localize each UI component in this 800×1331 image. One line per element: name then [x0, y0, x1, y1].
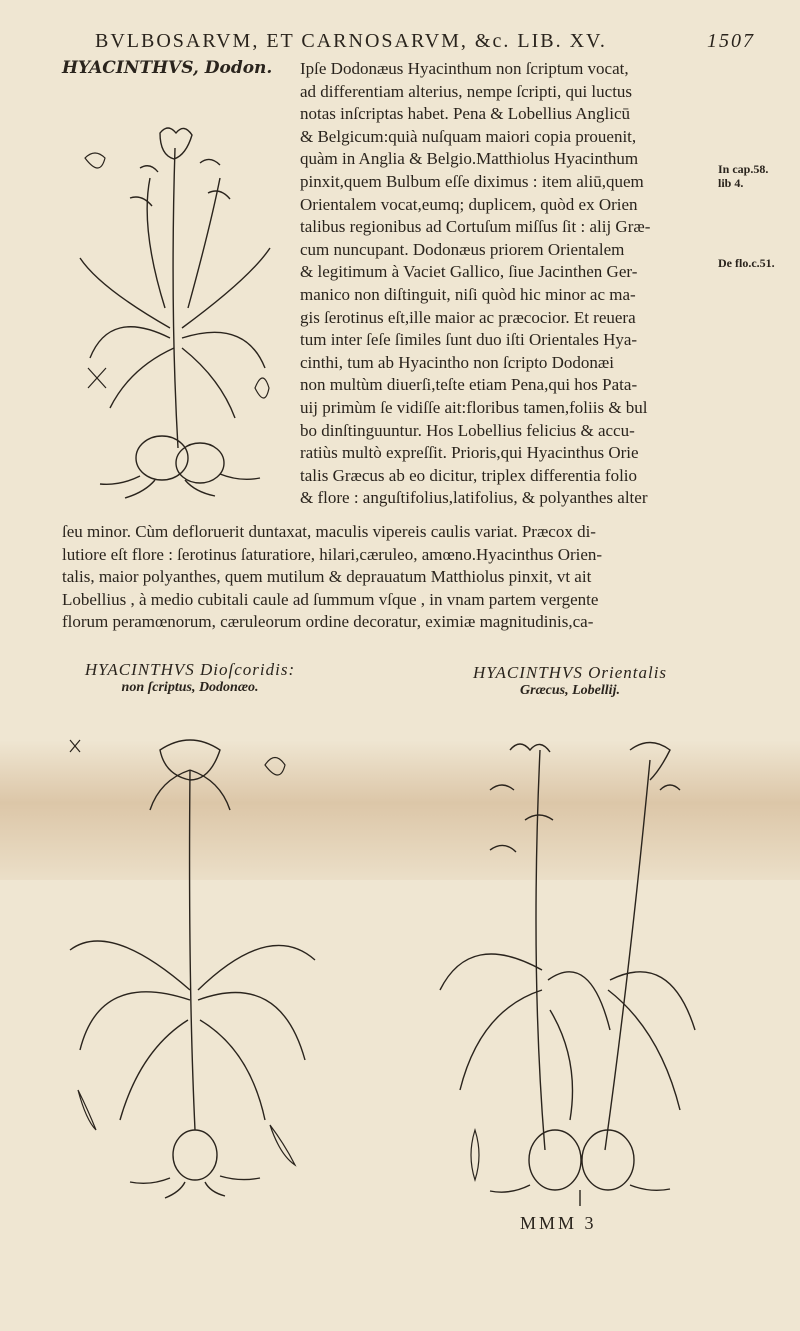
top-plant-illustration — [70, 108, 290, 508]
figure-subtitle: Græcus, Lobellij. — [520, 683, 620, 698]
full-width-text — [62, 521, 712, 634]
margin-note: In cap.58. lib 4. — [718, 162, 769, 190]
signature-mark: MMM 3 — [520, 1213, 597, 1233]
entry-title: HYACINTHVS, Dodon. — [62, 58, 273, 78]
text-line: Lobellius , à medio cubitali caule ad ſummum vſque , in vnam partem vergente — [62, 589, 599, 609]
text-line: gis ſerotinus eſt,ille maior ac præcocior. Et reuera — [300, 307, 636, 327]
text-line: & Belgicum:quià nuſquam maiori copia prouenit, — [300, 126, 637, 146]
text-line: ad differentiam alterius, nempe ſcripti, qui luctus — [300, 81, 633, 101]
text-line: talis, maior polyanthes, quem mutilum & deprauatum Matthiolus pinxit, vt ait — [62, 567, 592, 587]
figure-caption-right — [420, 663, 720, 699]
right-plant-illustration — [430, 730, 710, 1210]
text-line: talis Græcus ab eo dicitur, triplex differentia folio — [300, 465, 638, 485]
text-line: uij primùm ſe vidiſſe ait:floribus tamen,foliis & bul — [300, 397, 648, 417]
text-line: Ipſe Dodonæus Hyacinthum non ſcriptum vocat, — [300, 59, 629, 78]
text-line: Orientalem vocat,eumq; duplicem, quòd ex Orien — [300, 194, 638, 214]
text-line: tum inter ſeſe ſimiles ſunt duo iſti Orientales Hya- — [300, 330, 638, 350]
text-line: bo dinſtinguuntur. Hos Lobellius felicius & accu- — [300, 420, 635, 440]
text-line: florum peramœnorum, cæruleorum ordine decoratur, eximiæ magnitudinis,ca- — [62, 612, 594, 632]
text-line: cum nuncupant. Dodonæus priorem Orientalem — [300, 239, 625, 259]
running-head-title: BVLBOSARVM, ET CARNOSARVM, &c. LIB. XV. — [95, 30, 607, 52]
text-line: non multùm diuerſi,teſte etiam Pena,qui hos Pata- — [300, 375, 638, 395]
figure-subtitle: non ſcriptus, Dodonæo. — [121, 680, 259, 695]
text-line: manico non diſtinguit, niſi quòd hic minor ac ma- — [300, 284, 636, 304]
main-text-column — [300, 58, 712, 510]
running-head — [95, 30, 755, 53]
figure-title: HYACINTHVS Dioſcoridis: — [84, 660, 296, 679]
text-line: notas inſcriptas habet. Pena & Lobellius Anglicū — [300, 104, 631, 124]
text-line: ſeu minor. Cùm defloruerit duntaxat, maculis vipereis caulis variat. Præcox di- — [62, 522, 596, 541]
text-line: & legitimum à Vaciet Gallico, ſiue Jacinthen Ger- — [300, 262, 638, 282]
left-plant-illustration — [60, 730, 330, 1200]
figure-caption-left — [55, 660, 325, 696]
margin-note: De flo.c.51. — [718, 256, 775, 270]
figure-title: HYACINTHVS Orientalis — [472, 663, 668, 682]
text-line: & flore : anguſtifolius,latifolius, & polyanthes alter — [300, 488, 648, 508]
text-line: talibus regionibus ad Cortuſum miſſus ſit : alij Græ- — [300, 217, 651, 237]
text-line: pinxit,quem Bulbum eſſe diximus : item aliū,quem — [300, 171, 644, 191]
text-line: ratiùs multò expreſſit. Prioris,qui Hyacinthus Orie — [300, 443, 639, 463]
text-line: lutiore eſt flore : ſerotinus ſaturatiore, hilari,cæruleo, amœno.Hyacinthus Orien- — [62, 544, 603, 564]
folio-number: 1507 — [707, 30, 755, 52]
text-line: cinthi, tum ab Hyacintho non ſcripto Dodonæi — [300, 352, 614, 372]
text-line: quàm in Anglia & Belgio.Matthiolus Hyacinthum — [300, 149, 639, 169]
